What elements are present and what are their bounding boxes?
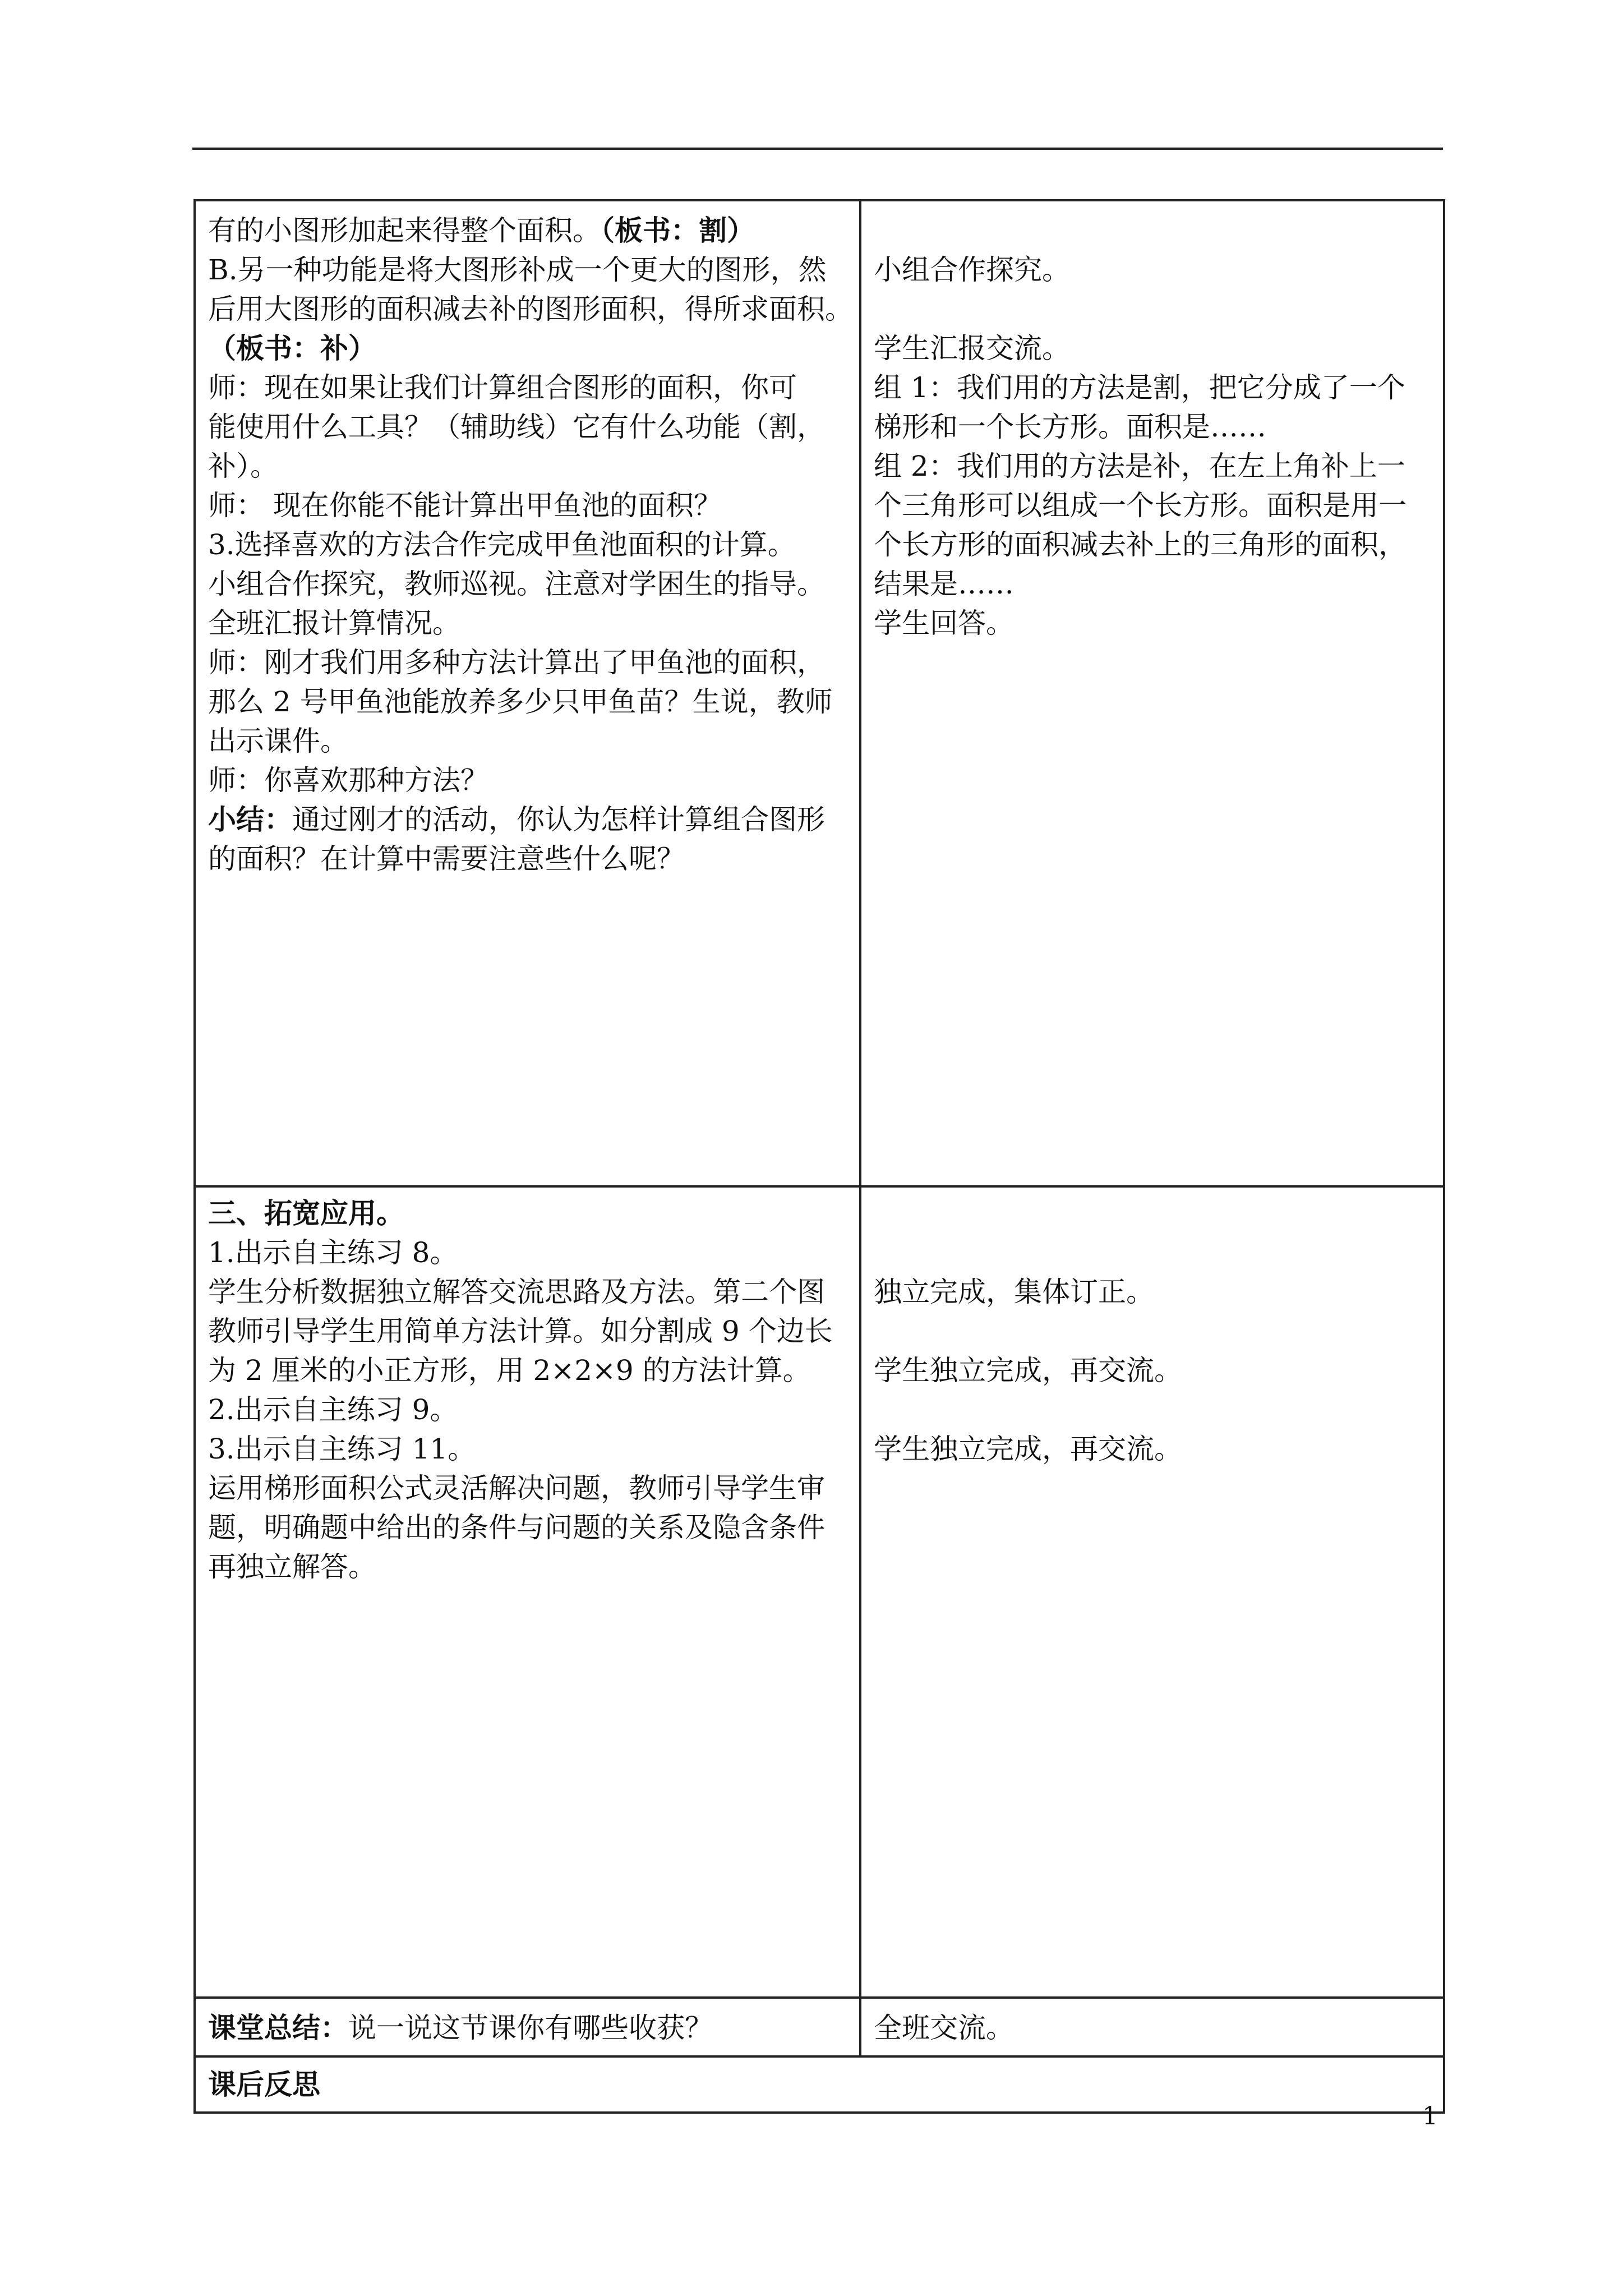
text-segment: 教师引导学生用简单方法计算。如分割成 9 个边长 — [208, 1315, 833, 1347]
text-line — [208, 1236, 458, 1269]
text-line — [874, 332, 1070, 365]
row1-right-cell — [859, 199, 1445, 1188]
text-line — [208, 2011, 713, 2045]
bold-text: 三、拓宽应用。 — [208, 1197, 404, 1230]
text-segment: 能使用什么工具？（辅助线）它有什么功能（割， — [208, 411, 825, 443]
bold-text: （板书：割） — [601, 214, 755, 247]
text-segment: 小组合作探究。 — [874, 254, 1070, 286]
text-segment: 学生独立完成，再交流。 — [874, 1354, 1182, 1387]
text-line — [208, 292, 853, 326]
text-segment: 学生分析数据独立解答交流思路及方法。第二个图 — [208, 1276, 825, 1308]
text-segment: 后用大图形的面积减去补的图形面积，得所求面积。 — [208, 293, 853, 325]
text-segment: 学生回答。 — [874, 607, 1014, 639]
text-line — [208, 1314, 833, 1348]
bold-text: （板书：补） — [208, 332, 376, 365]
bold-text: 课堂总结： — [208, 2011, 348, 2044]
text-segment: 2.出示自主练习 9。 — [208, 1393, 458, 1426]
text-line — [208, 1354, 811, 1387]
text-line — [208, 803, 825, 836]
text-segment: B.另一种功能是将大图形补成一个更大的图形，然 — [208, 254, 827, 286]
text-line — [208, 214, 755, 247]
text-segment: 小组合作探究，教师巡视。注意对学困生的指导。 — [208, 568, 825, 600]
text-line — [208, 253, 827, 287]
text-line — [208, 371, 797, 404]
text-segment: 那么 2 号甲鱼池能放养多少只甲鱼苗？生说，教师 — [208, 685, 833, 718]
text-line — [208, 1471, 825, 1505]
text-segment: 学生汇报交流。 — [874, 332, 1070, 365]
row3-left-cell — [193, 1996, 861, 2058]
text-segment: 独立完成，集体订正。 — [874, 1276, 1154, 1308]
text-line — [874, 528, 1407, 562]
text-segment: 有的小图形加起来得整个面积。 — [208, 214, 601, 247]
text-segment: 3.出示自主练习 11。 — [208, 1433, 476, 1465]
text-line — [208, 567, 825, 601]
text-segment: 的面积？在计算中需要注意些什么呢？ — [208, 843, 685, 875]
text-line — [874, 371, 1405, 404]
text-line — [208, 646, 825, 679]
page-number: 1 — [1422, 2102, 1438, 2131]
row1-left-cell — [193, 199, 861, 1188]
text-line — [208, 1393, 458, 1427]
text-segment: 学生独立完成，再交流。 — [874, 1433, 1182, 1465]
text-segment: 全班汇报计算情况。 — [208, 607, 460, 639]
text-line — [208, 763, 488, 797]
text-line — [874, 1354, 1182, 1387]
text-line — [208, 332, 376, 365]
text-segment: 全班交流。 — [874, 2012, 1014, 2044]
text-segment: 师： 现在你能不能计算出甲鱼池的面积？ — [208, 489, 722, 522]
text-segment: 组 2：我们用的方法是补，在左上角补上一 — [874, 450, 1405, 482]
text-segment: 3.选择喜欢的方法合作完成甲鱼池面积的计算。 — [208, 528, 796, 561]
text-line — [208, 724, 348, 758]
bold-text: 小结： — [208, 803, 292, 836]
text-segment: 为 2 厘米的小正方形，用 2×2×9 的方法计算。 — [208, 1354, 811, 1387]
text-line — [874, 449, 1405, 483]
text-line — [874, 410, 1266, 444]
text-line — [208, 1432, 476, 1466]
text-segment: 梯形和一个长方形。面积是…… — [874, 411, 1266, 443]
text-segment: 个长方形的面积减去补上的三角形的面积， — [874, 528, 1407, 561]
text-segment: 运用梯形面积公式灵活解决问题，教师引导学生审 — [208, 1472, 825, 1504]
text-line — [208, 2068, 320, 2101]
row2-left-cell — [193, 1185, 861, 1999]
text-segment: 组 1：我们用的方法是割，把它分成了一个 — [874, 371, 1405, 404]
bold-text: 课后反思 — [208, 2068, 320, 2101]
text-line — [874, 1432, 1182, 1466]
text-segment: 出示课件。 — [208, 725, 348, 757]
text-line — [208, 1275, 825, 1309]
text-line — [208, 1550, 376, 1584]
text-line — [208, 685, 833, 719]
text-segment: 题，明确题中给出的条件与问题的关系及隐含条件 — [208, 1511, 825, 1544]
row3-right-cell — [859, 1996, 1445, 2058]
text-line — [874, 489, 1407, 522]
text-line — [874, 567, 1014, 601]
text-line — [208, 1197, 404, 1230]
text-segment: 结果是…… — [874, 568, 1014, 600]
header-rule — [192, 148, 1443, 150]
row2-right-cell — [859, 1185, 1445, 1999]
text-segment: 补）。 — [208, 450, 278, 482]
text-segment: 个三角形可以组成一个长方形。面积是用一 — [874, 489, 1407, 522]
text-line — [208, 410, 825, 444]
text-line — [874, 253, 1070, 287]
text-line — [874, 1275, 1154, 1309]
row4-cell — [193, 2055, 1445, 2114]
text-line — [208, 606, 460, 640]
text-segment: 通过刚才的活动，你认为怎样计算组合图形 — [292, 803, 825, 836]
text-segment: 师：你喜欢那种方法？ — [208, 764, 488, 797]
text-segment: 再独立解答。 — [208, 1550, 376, 1583]
text-line — [874, 606, 1014, 640]
text-segment: 师：现在如果让我们计算组合图形的面积，你可 — [208, 371, 797, 404]
text-segment: 说一说这节课你有哪些收获？ — [348, 2012, 713, 2044]
text-line — [874, 2011, 1014, 2045]
text-line — [208, 449, 278, 483]
text-line — [208, 489, 722, 522]
text-line — [208, 1511, 825, 1544]
text-line — [208, 842, 685, 876]
text-segment: 师：刚才我们用多种方法计算出了甲鱼池的面积， — [208, 646, 825, 679]
text-line — [208, 528, 796, 562]
text-segment: 1.出示自主练习 8。 — [208, 1236, 458, 1269]
